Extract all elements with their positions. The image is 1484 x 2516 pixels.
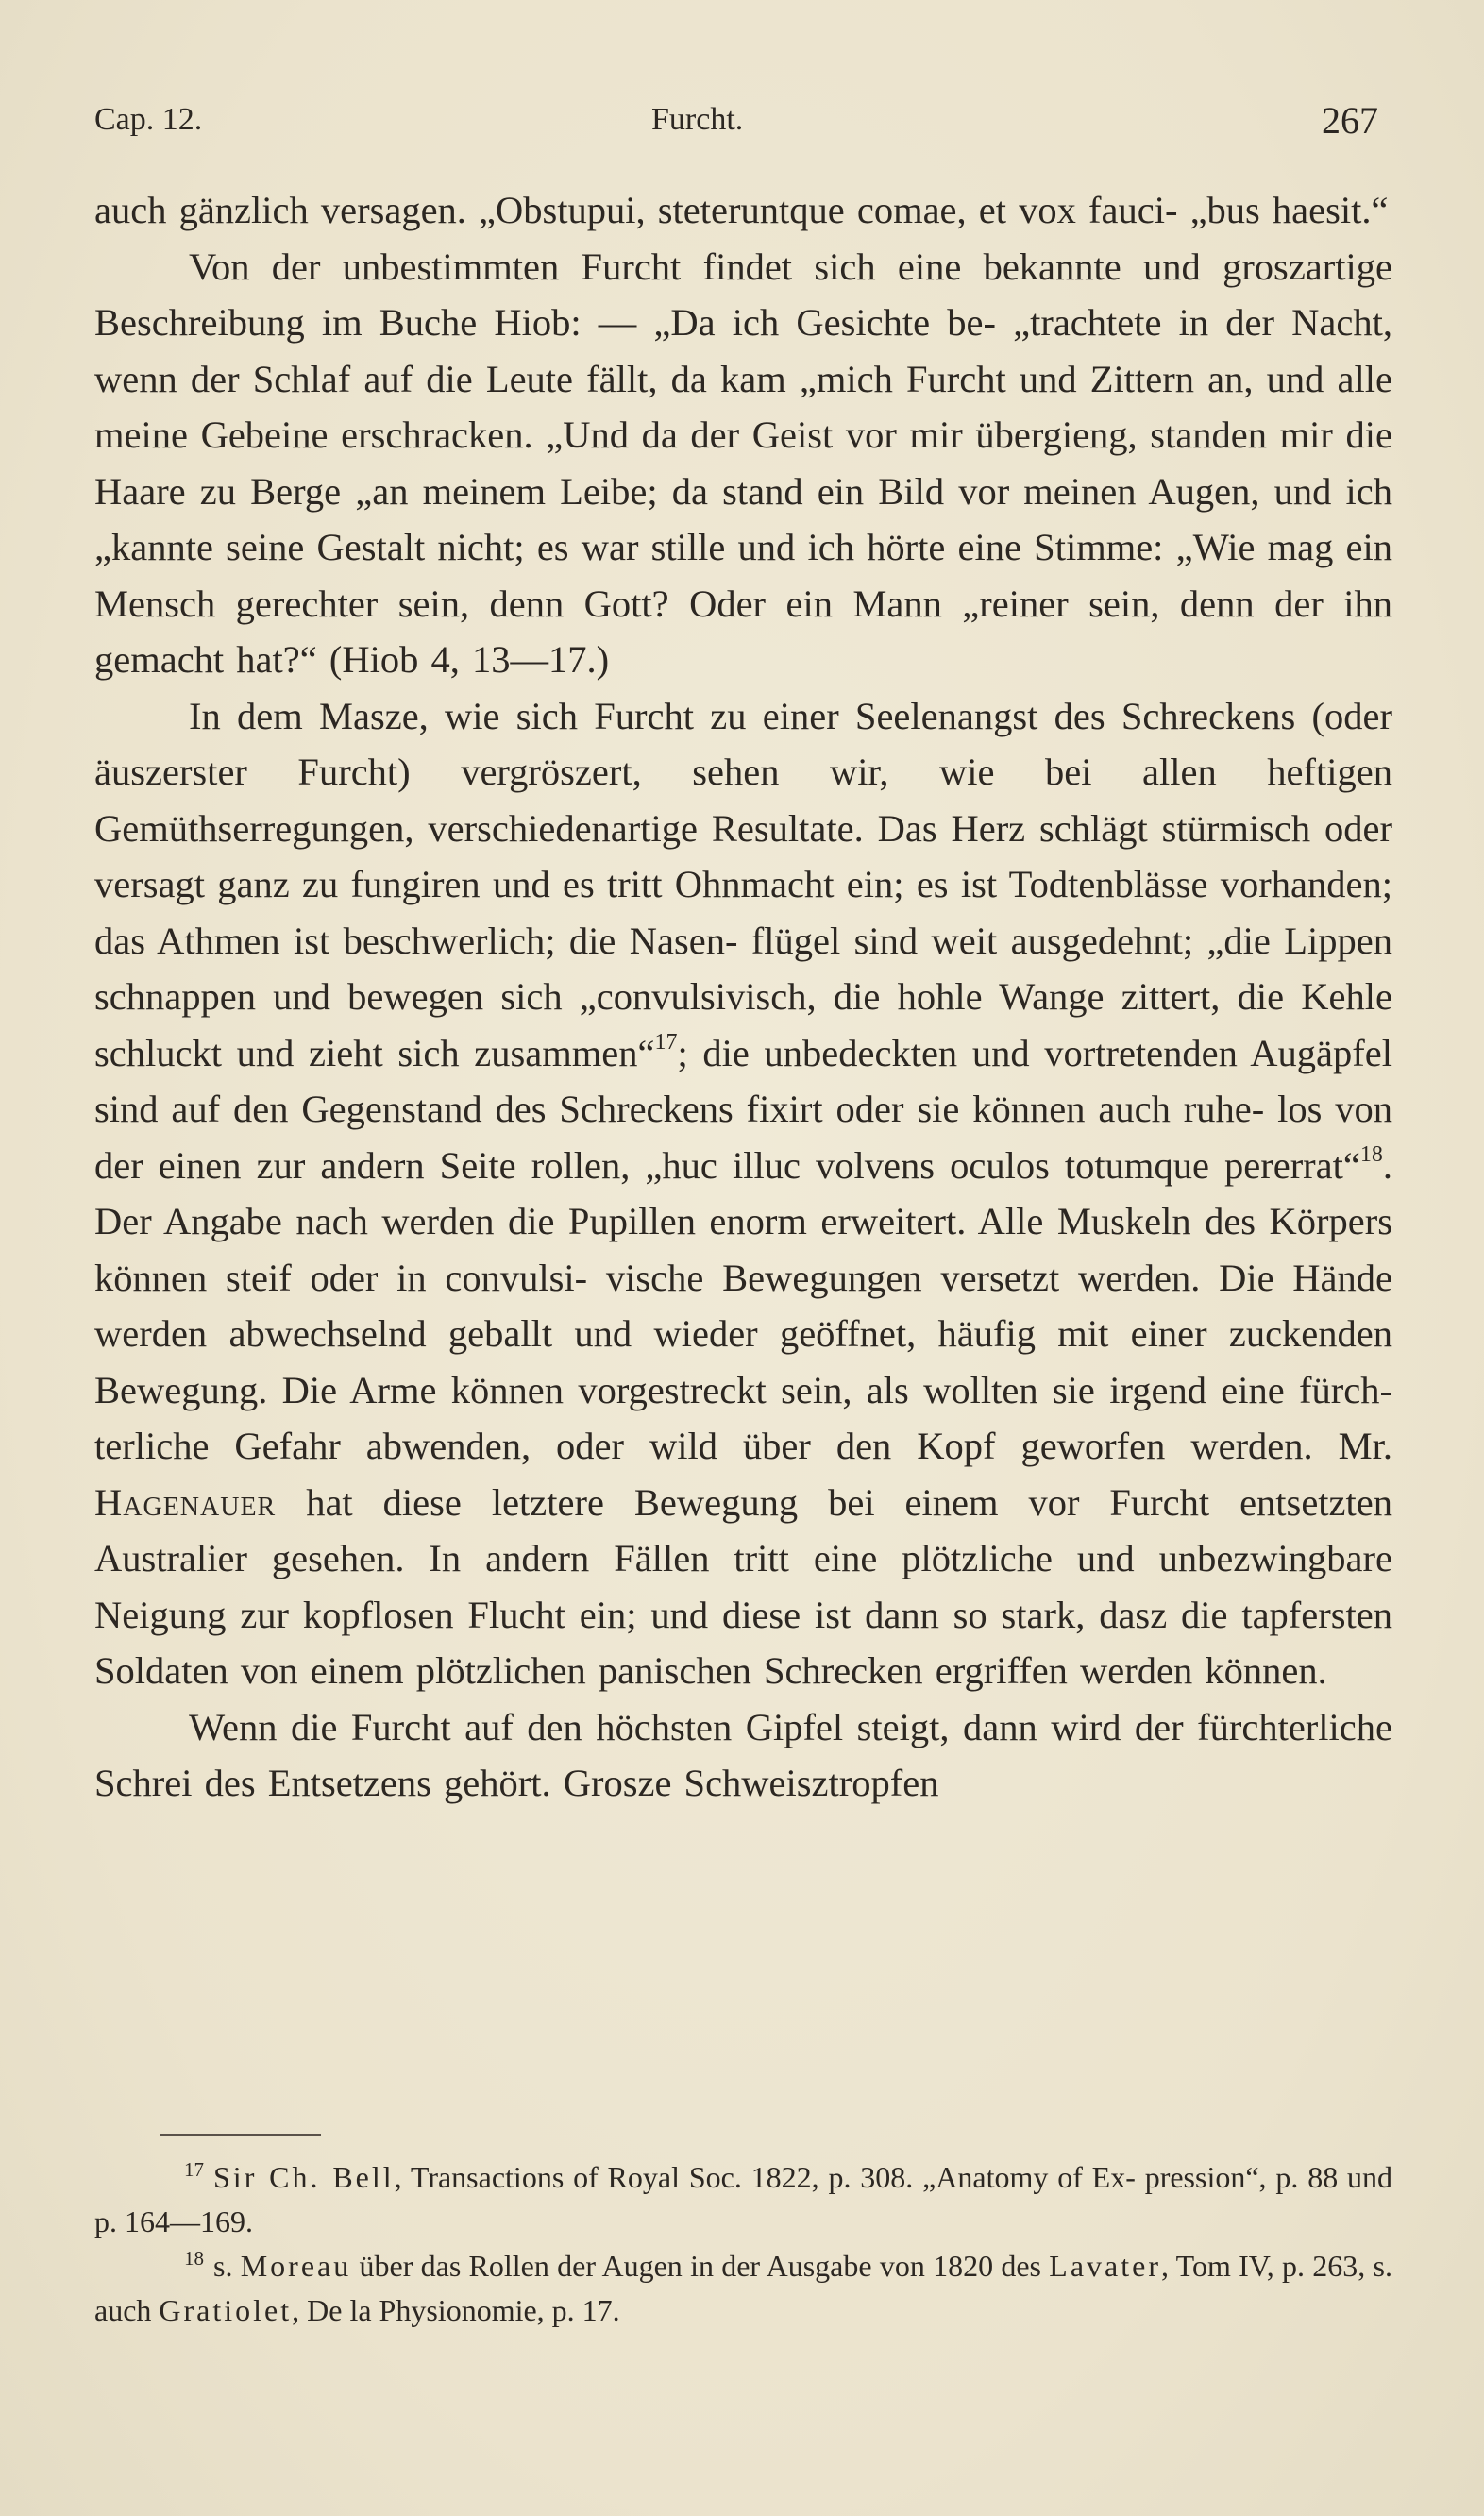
footnote-18-author: Moreau — [240, 2249, 352, 2283]
paragraph-3-part-c: . Der Angabe nach werden die Pupillen enorm erweitert. Alle Muskeln des Körpers können steif oder in convulsi- vische Bewegungen versetzt werden. Die Hände werden abwechselnd geballt und wieder geöffnet, häufig mit einer zuckenden Bewegung. Die Arme können vorgestreckt sein, als wollten sie irgend eine fürch- terliche Gefahr abwenden, oder wild über den Kopf geworfen werden. Mr. — [94, 1143, 1392, 1467]
footnote-17-text: , Transactions of Royal Soc. 1822, p. 308. „Anatomy of Ex- pression“, p. 88 und p. 164—169. — [94, 2160, 1393, 2238]
footnote-ref-17[interactable]: 17 — [654, 1029, 678, 1055]
paragraph-3 — [94, 688, 1392, 1699]
footnote-18-text-1: über das Rollen der Augen in der Ausgabe von 1820 des — [359, 2249, 1041, 2283]
footnote-18-author-2: Lavater — [1049, 2249, 1161, 2283]
paragraph-3-part-a: In dem Masze, wie sich Furcht zu einer Seelenangst des Schreckens (oder äuszerster Furcht) vergröszert, sehen wir, wie bei allen heftigen Gemüthserregungen, verschiedenartige Resultate. Das Herz schlägt stürmisch oder versagt ganz zu fungiren und es tritt Ohnmacht ein; es ist Todtenblässe vorhanden; das Athmen ist beschwerlich; die Nasen- flügel sind weit ausgedehnt; „die Lippen schnappen und bewegen sich „convulsivisch, die hohle Wange zittert, die Kehle schluckt und zieht sich zusammen“ — [94, 694, 1392, 1074]
footnote-17-number: 17 — [184, 2158, 204, 2182]
running-header — [94, 94, 1378, 160]
footnote-18-text-3: , De la Physionomie, p. 17. — [292, 2293, 620, 2327]
paragraph-2: Von der unbestimmten Furcht findet sich eine bekannte und groszartige Beschreibung im Buche Hiob: — „Da ich Gesichte be- „trachtete in der Nacht, wenn der Schlaf auf die Leute fällt, da kam „mich Furcht und Zittern an, und alle meine Gebeine erschracken. „Und da der Geist vor mir übergieng, standen mir die Haare zu Berge „an meinem Leibe; da stand ein Bild vor meinen Augen, und ich „kannte seine Gestalt nicht; es war stille und ich hörte eine Stimme: „Wie mag ein Mensch gerechter sein, denn Gott? Oder ein Mann „reiner sein, denn der ihn gemacht hat?“ (Hiob 4, 13—17.) — [94, 245, 1392, 681]
footnote-18-prefix: s. — [213, 2249, 233, 2283]
paragraph-3-part-b: ; die unbedeckten und vortretenden Augäpfel sind auf den Gegenstand des Schreckens fixirt oder sie können auch ruhe- los von der einen zur andern Seite rollen, „huc illuc volvens oculos totumque pererrat“ — [94, 1031, 1392, 1187]
main-text — [94, 182, 1392, 1812]
chapter-label: Cap. 12. — [94, 102, 203, 137]
footnote-18 — [94, 2244, 1392, 2333]
page-number: 267 — [1322, 99, 1378, 142]
footnote-17-author: Sir Ch. Bell — [213, 2160, 395, 2194]
footnotes — [94, 2155, 1392, 2333]
paragraph-1: auch gänzlich versagen. „Obstupui, steteruntque comae, et vox fauci- „bus haesit.“ — [94, 189, 1389, 231]
footnote-18-author-3: Gratiolet — [159, 2293, 293, 2327]
person-name-hagenauer: Hagenauer — [94, 1480, 277, 1524]
paragraph-4: Wenn die Furcht auf den höchsten Gipfel steigt, dann wird der fürchterliche Schrei des Entsetzens gehört. Grosze Schweisztropfen — [94, 1705, 1392, 1804]
footnote-18-text-2: , Tom IV, p. 263, s. auch — [94, 2249, 1393, 2327]
footnote-17 — [94, 2155, 1392, 2244]
footnote-separator — [160, 2134, 321, 2136]
running-title: Furcht. — [651, 102, 744, 137]
footnote-18-number: 18 — [184, 2247, 204, 2271]
paragraph-3-part-d: hat diese letztere Bewegung bei einem vor Furcht entsetzten Australier gesehen. In andern Fällen tritt eine plötzliche und unbezwingbare Neigung zur kopflosen Flucht ein; und diese ist dann so stark, dasz die tapfersten Soldaten von einem plötzlichen panischen Schrecken ergriffen werden können. — [94, 1480, 1393, 1692]
footnote-ref-18[interactable]: 18 — [1359, 1141, 1383, 1167]
